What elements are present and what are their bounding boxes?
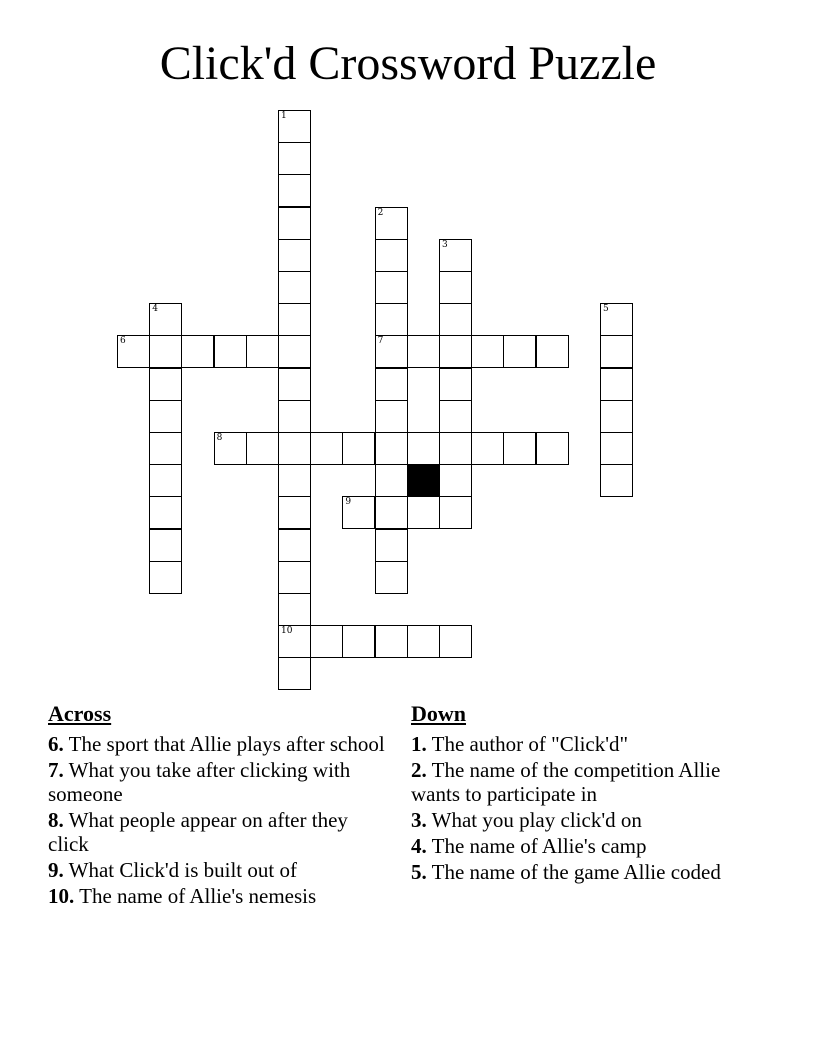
- grid-cell[interactable]: [407, 625, 440, 658]
- grid-cell[interactable]: [149, 303, 182, 336]
- grid-cell[interactable]: [600, 432, 633, 465]
- grid-cell[interactable]: [278, 303, 311, 336]
- black-cell: [407, 464, 440, 497]
- grid-cell[interactable]: [214, 432, 247, 465]
- down-clue: [411, 808, 751, 832]
- grid-cell[interactable]: [375, 432, 408, 465]
- clue-text: The author of "Click'd": [431, 732, 629, 756]
- grid-cell[interactable]: [471, 335, 504, 368]
- grid-cell[interactable]: [149, 529, 182, 562]
- grid-cell[interactable]: [310, 432, 343, 465]
- grid-cell[interactable]: [149, 464, 182, 497]
- down-heading: Down: [411, 701, 467, 726]
- clue-number: 5.: [411, 860, 427, 884]
- clue-text: The name of Allie's camp: [431, 834, 647, 858]
- grid-cell[interactable]: [375, 529, 408, 562]
- grid-cell[interactable]: [214, 335, 247, 368]
- clue-text: What Click'd is built out of: [68, 858, 297, 882]
- grid-cell[interactable]: [278, 400, 311, 433]
- grid-cell[interactable]: [439, 368, 472, 401]
- across-clue: [48, 758, 393, 806]
- grid-cell[interactable]: [278, 529, 311, 562]
- grid-cell[interactable]: [600, 464, 633, 497]
- clue-number-label: 7: [377, 336, 384, 347]
- clue-text: What people appear on after they click: [48, 808, 348, 856]
- grid-cell[interactable]: [278, 593, 311, 626]
- grid-cell[interactable]: [246, 432, 279, 465]
- grid-cell[interactable]: [375, 625, 408, 658]
- clue-number: 2.: [411, 758, 427, 782]
- grid-cell[interactable]: [375, 561, 408, 594]
- clue-number-label: 5: [603, 304, 609, 315]
- across-heading: Across: [48, 701, 112, 726]
- grid-cell[interactable]: [407, 335, 440, 368]
- clue-number: 1.: [411, 732, 427, 756]
- down-clue: [411, 732, 751, 756]
- clue-number: 7.: [48, 758, 64, 782]
- grid-cell[interactable]: [375, 368, 408, 401]
- grid-cell[interactable]: [600, 335, 633, 368]
- clue-number: 4.: [411, 834, 427, 858]
- grid-cell[interactable]: [149, 368, 182, 401]
- grid-cell[interactable]: [600, 368, 633, 401]
- grid-cell[interactable]: [149, 496, 182, 529]
- clue-number-label: 8: [216, 433, 223, 443]
- clue-text: What you play click'd on: [431, 808, 642, 832]
- clue-number-label: 6: [120, 336, 126, 347]
- grid-cell[interactable]: [278, 625, 311, 658]
- clue-text: The name of the competition Allie wants to participate in: [411, 758, 721, 806]
- across-clues: [48, 702, 393, 910]
- grid-cell[interactable]: [117, 335, 150, 368]
- grid-cell[interactable]: [246, 335, 279, 368]
- grid-cell[interactable]: [342, 496, 375, 529]
- grid-cell[interactable]: [278, 432, 311, 465]
- clue-text: The sport that Allie plays after school: [68, 732, 385, 756]
- grid-cell[interactable]: [278, 368, 311, 401]
- grid-cell[interactable]: [149, 561, 182, 594]
- grid-cell[interactable]: [278, 142, 311, 175]
- down-clue: [411, 758, 751, 806]
- grid-cell[interactable]: [278, 561, 311, 594]
- grid-cell[interactable]: [439, 432, 472, 465]
- clue-number-label: 2: [377, 207, 384, 218]
- grid-cell[interactable]: [375, 400, 408, 433]
- grid-cell[interactable]: [278, 271, 311, 304]
- across-clue: [48, 858, 393, 882]
- grid-cell[interactable]: [439, 335, 472, 368]
- grid-cell[interactable]: [503, 432, 536, 465]
- across-clue: [48, 732, 393, 756]
- grid-cell[interactable]: [278, 496, 311, 529]
- grid-cell[interactable]: [375, 207, 408, 240]
- clue-number-label: 10: [281, 626, 293, 637]
- grid-cell[interactable]: [278, 174, 311, 207]
- grid-cell[interactable]: [278, 657, 311, 690]
- grid-cell[interactable]: [342, 432, 375, 465]
- across-clue: [48, 884, 393, 908]
- clue-number: 10.: [48, 884, 75, 908]
- grid-cell[interactable]: [439, 303, 472, 336]
- grid-cell[interactable]: [536, 432, 569, 465]
- grid-cell[interactable]: [439, 271, 472, 304]
- grid-cell[interactable]: [375, 335, 408, 368]
- grid-cell[interactable]: [149, 400, 182, 433]
- grid-cell[interactable]: [375, 239, 408, 272]
- clue-number: 6.: [48, 732, 64, 756]
- grid-cell[interactable]: [375, 303, 408, 336]
- grid-cell[interactable]: [278, 110, 311, 143]
- grid-cell[interactable]: [310, 625, 343, 658]
- grid-cell[interactable]: [342, 625, 375, 658]
- grid-cell[interactable]: [600, 400, 633, 433]
- clue-number: 9.: [48, 858, 64, 882]
- clue-text: The name of the game Allie coded: [431, 860, 721, 884]
- grid-cell[interactable]: [278, 207, 311, 240]
- grid-cell[interactable]: [439, 625, 472, 658]
- grid-cell[interactable]: [536, 335, 569, 368]
- grid-cell[interactable]: [503, 335, 536, 368]
- grid-cell[interactable]: [439, 400, 472, 433]
- clue-number-label: 1: [281, 111, 287, 121]
- grid-cell[interactable]: [439, 239, 472, 272]
- grid-cell[interactable]: [278, 464, 311, 497]
- clue-number-label: 4: [152, 304, 158, 315]
- grid-cell[interactable]: [149, 335, 182, 368]
- down-clue: [411, 860, 751, 884]
- grid-cell[interactable]: [278, 239, 311, 272]
- clue-text: The name of Allie's nemesis: [79, 884, 317, 908]
- grid-cell[interactable]: [375, 464, 408, 497]
- grid-cell[interactable]: [407, 496, 440, 529]
- down-clue: [411, 834, 751, 858]
- grid-cell[interactable]: [439, 496, 472, 529]
- down-clues: [411, 702, 751, 886]
- grid-cell[interactable]: [439, 464, 472, 497]
- clue-number-label: 9: [345, 497, 352, 508]
- page-title: Click'd Crossword Puzzle: [159, 37, 657, 90]
- clue-number: 8.: [48, 808, 64, 832]
- clue-text: What you take after clicking with someone: [48, 758, 351, 806]
- grid-cell[interactable]: [181, 335, 214, 368]
- grid-cell[interactable]: [600, 303, 633, 336]
- grid-cell[interactable]: [375, 496, 408, 529]
- grid-cell[interactable]: [471, 432, 504, 465]
- grid-cell[interactable]: [278, 335, 311, 368]
- clue-number: 3.: [411, 808, 427, 832]
- grid-cell[interactable]: [375, 271, 408, 304]
- grid-cell[interactable]: [149, 432, 182, 465]
- clue-number-label: 3: [442, 239, 448, 250]
- grid-cell[interactable]: [407, 432, 440, 465]
- across-clue: [48, 808, 393, 856]
